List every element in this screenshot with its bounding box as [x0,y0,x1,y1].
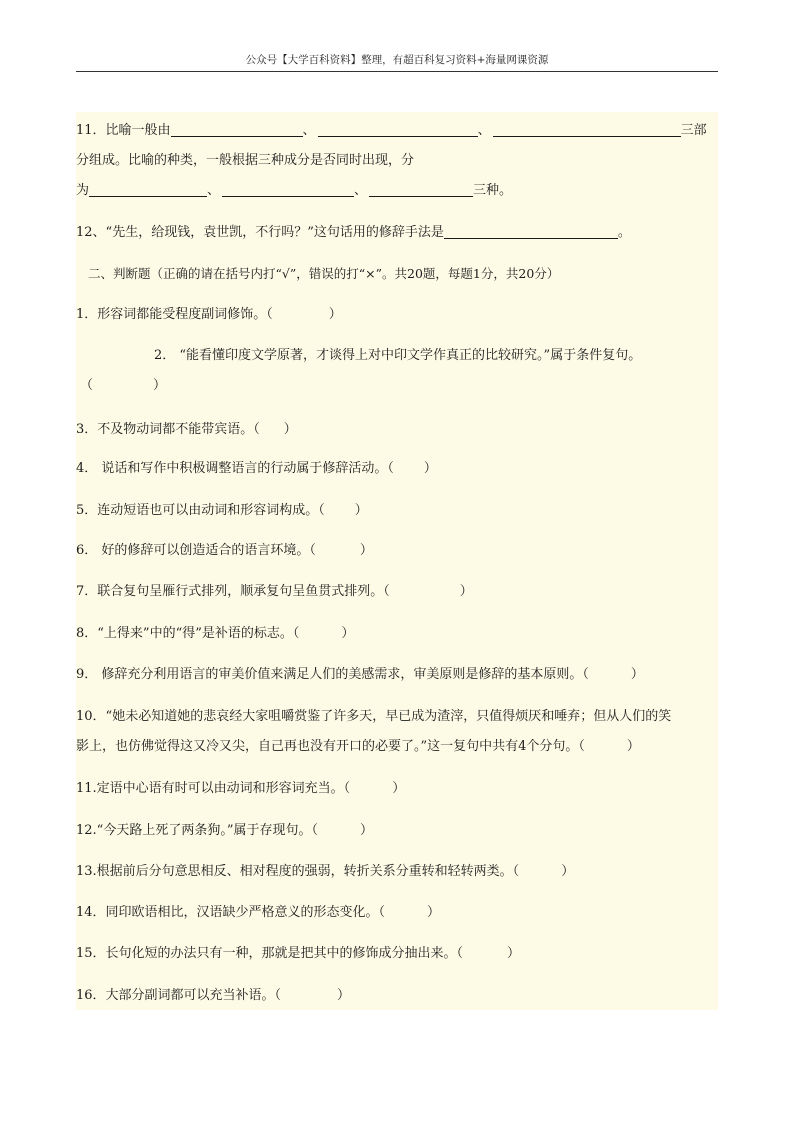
q11-blank-2[interactable] [318,122,478,137]
judge-item-4: 4． 说话和写作中积极调整语言的行动属于修辞活动。（ ） [76,461,437,476]
q11-blank-6[interactable] [369,182,473,197]
judge-item-14: 14．同印欧语相比，汉语缺少严格意义的形态变化。（ ） [76,905,441,920]
header-divider [76,71,718,72]
q11-line1 [76,121,707,141]
judge-item-8: 8．“上得来”中的“得”是补语的标志。（ ） [76,626,355,641]
q11-blank-3[interactable] [493,122,681,137]
q12-prefix: 12、“先生，给现钱，袁世凯，不行吗？”这句话用的修辞手法是 [76,225,444,240]
q12-line [76,223,631,243]
q11-sep3: 、 [207,183,221,198]
q11-prefix: 11．比喻一般由 [76,123,171,138]
q11-suffix: 三部 [680,123,707,138]
q11-line3-prefix: 为 [76,183,90,198]
judge-item-3: 3．不及物动词都不能带宾语。（ ） [76,422,297,437]
judge-item-12: 12.“今天路上死了两条狗。”属于存现句。（ ） [76,823,373,838]
judge-item-11: 11.定语中心语有时可以由动词和形容词充当。（ ） [76,781,406,796]
judge-item-10: 10．“她未必知道她的悲哀经大家咀嚼赏鉴了许多天，早已成为渣滓，只值得烦厌和唾弃；但从人们的笑 [76,709,672,724]
judge-item-9: 9． 修辞充分利用语言的审美价值来满足人们的美感需求，审美原则是修辞的基本原则。（ ） [76,667,644,682]
page-header: 公众号【大学百科资料】整理，有超百科复习资料+海量网课资源 [245,54,549,66]
q11-blank-1[interactable] [171,122,303,137]
judge-item-2-cont: （ ） [80,378,167,393]
judge-item-15: 15．长句化短的办法只有一种，那就是把其中的修饰成分抽出来。（ ） [76,946,521,961]
section2-title: 二、判断题（正确的请在括号内打“√”，错误的打“×”。共20题，每题1分，共20分） [88,266,560,281]
judge-item-16: 16．大部分副词都可以充当补语。（ ） [76,988,351,1003]
judge-item-6: 6． 好的修辞可以创造适合的语言环境。（ ） [76,543,373,558]
q11-sep2: 、 [477,123,491,138]
q11-sep4: 、 [354,183,368,198]
q11-line3 [76,181,512,201]
judge-item-13: 13.根据前后分句意思相反、相对程度的强弱，转折关系分重转和轻转两类。（ ） [76,864,575,879]
q12-suffix: 。 [617,225,631,240]
q11-line3-suffix: 三种。 [473,183,513,198]
q11-blank-5[interactable] [222,182,354,197]
judge-item-1: 1．形容词都能受程度副词修饰。（ ） [76,307,342,322]
q11-line2: 分组成。比喻的种类，一般根据三种成分是否同时出现，分 [76,153,415,168]
q11-sep1: 、 [302,123,316,138]
q12-blank[interactable] [444,224,618,239]
q11-blank-4[interactable] [89,182,207,197]
judge-item-7: 7．联合复句呈雁行式排列，顺承复句呈鱼贯式排列。（ ） [76,584,473,599]
judge-item-5: 5．连动短语也可以由动词和形容词构成。（ ） [76,503,368,518]
judge-item-10-cont: 影上，也仿佛觉得这又冷又尖，自己再也没有开口的必要了。”这一复句中共有4个分句。（ ） [76,739,640,754]
judge-item-2: 2． “能看懂印度文学原著，才谈得上对中印文学作真正的比较研究。”属于条件复句。 [154,348,642,363]
